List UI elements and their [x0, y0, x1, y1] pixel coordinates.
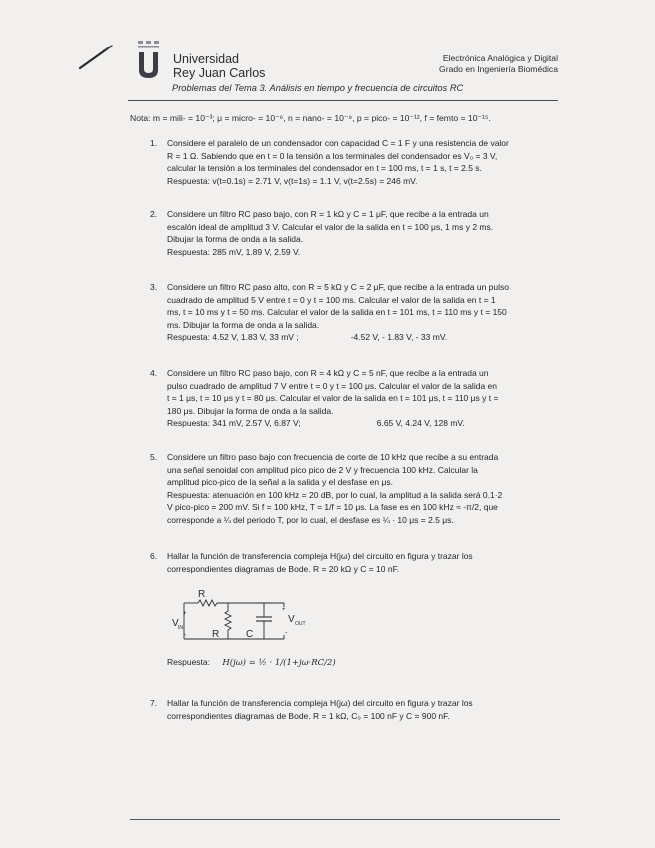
transfer-function-formula: H(jω) = ½ · 1/(1+jω·RC/2): [222, 658, 336, 668]
header-divider: [128, 100, 558, 101]
problem-answer: [167, 417, 547, 430]
problem-line: correspondientes diagramas de Bode. R = 20 kΩ y C = 10 nF.: [167, 563, 400, 574]
answer-part-a: Respuesta: 4.52 V, 1.83 V, 33 mV ;: [167, 332, 299, 342]
course-line-2: Grado en Ingeniería Biomédica: [439, 64, 558, 74]
problem-line: t = 1 μs, t = 10 μs y t = 80 μs. Calcular el valor de la salida en t = 101 μs, t = 110 μs y t =: [167, 393, 499, 403]
label-vout: V: [288, 614, 295, 625]
course-info: [439, 53, 558, 75]
label-vin-sub: IN: [178, 625, 183, 631]
problem-answer: Respuesta: 285 mV, 1.89 V, 2.59 V.: [167, 246, 301, 257]
answer-part-b: -4.52 V, - 1.83 V, - 33 mV.: [350, 332, 448, 342]
university-name: [173, 52, 265, 80]
problem-line: Considere un filtro paso bajo con frecuencia de corte de 10 kHz que recibe a su entrada: [167, 452, 499, 462]
vin-minus: -: [184, 632, 187, 639]
university-line-1: Universidad: [173, 52, 240, 66]
problem-line: Hallar la función de transferencia compleja H(jω) del circuito en figura y trazar los: [167, 698, 473, 708]
label-r-shunt: R: [212, 629, 220, 640]
units-note: Nota: m = mili- = 10⁻³; μ = micro- = 10⁻⁶, n = nano- = 10⁻⁹, p = pico- = 10⁻¹², f = femto = 10⁻¹⁵.: [130, 113, 491, 123]
problem-line: Hallar la función de transferencia compleja H(jω) del circuito en figura y trazar los: [167, 551, 473, 561]
problem-line: ms. Dibujar la forma de onda a la salida.: [167, 319, 320, 330]
problem-line: Considere un filtro RC paso bajo, con R = 4 kΩ y C = 5 nF, que recibe a la entrada un: [167, 368, 489, 378]
vout-minus: -: [285, 630, 288, 637]
university-line-2: Rey Juan Carlos: [173, 66, 266, 80]
label-c: C: [246, 629, 254, 640]
problem-answer: corresponde a ¼ del periodo T, por lo cual, el desfase es ¼ · 10 μs = 2.5 μs.: [167, 514, 454, 525]
course-line-1: Electrónica Analógica y Digital: [442, 53, 558, 63]
problem-line: correspondientes diagramas de Bode. R = 1 kΩ, C₀ = 100 nF y C = 900 nF.: [167, 710, 450, 721]
problem-line: una señal senoidal con amplitud pico pico de 2 V y frecuencia 100 kHz. Calcular la: [167, 464, 478, 475]
problem-number: 4.: [150, 368, 158, 378]
problem-number: 2.: [150, 209, 158, 219]
problem-line: Dibujar la forma de onda a la salida.: [167, 234, 304, 244]
label-r-series: R: [198, 589, 206, 600]
problem-line: R = 1 Ω. Sabiendo que en t = 0 la tensión a los terminales del condensador es V₀ = 3 V,: [167, 150, 498, 161]
footer-divider: [130, 819, 560, 820]
problem-line: 180 μs. Dibujar la forma de onda a la salida.: [167, 405, 334, 416]
problem-number: 1.: [150, 138, 158, 148]
urjc-logo-icon: [134, 40, 164, 80]
answer-label: Respuesta:: [167, 657, 210, 667]
problem-line: escalón ideal de amplitud 3 V. Calcular el valor de la salida en t = 100 μs, 1 ms y 2 ms.: [167, 221, 494, 232]
problem-line: calcular la tensión a los terminales del condensador en t = 100 ms, t = 1 s, t = 2.5 s.: [167, 163, 482, 173]
problem-number: 6.: [150, 551, 158, 561]
problem-answer: Respuesta: v(t=0.1s) = 2.71 V, v(t=1s) = 1.1 V, v(t=2.5s) = 246 mV.: [167, 175, 418, 186]
problem-answer: Respuesta: atenuación en 100 kHz = 20 dB, por lo cual, la amplitud a la salida será 0.1·2: [167, 489, 503, 500]
problem-line: Considere un filtro RC paso bajo, con R = 1 kΩ y C = 1 μF, que recibe a la entrada un: [167, 209, 489, 219]
rc-circuit-diagram: [168, 585, 328, 659]
problem-6-answer: [167, 657, 336, 668]
problem-answer: V pico-pico = 200 mV. Si f = 100 kHz, T = 1/f = 10 μs. La fase es en 100 kHz ≈ -π/2, que: [167, 502, 498, 512]
answer-part-a: Respuesta: 341 mV, 2.57 V, 6.87 V;: [167, 418, 301, 428]
problem-line: Considere un filtro RC paso alto, con R = 5 kΩ y C = 2 μF, que recibe a la entrada un pulso: [167, 282, 509, 292]
problem-number: 7.: [150, 698, 158, 708]
shunt-resistor-symbol: [225, 611, 231, 630]
problem-line: amplitud pico-pico de la señal a la salida y el desfase en μs.: [167, 477, 394, 487]
label-vout-sub: OUT: [295, 621, 306, 627]
problem-number: 3.: [150, 282, 158, 292]
pen-stroke-mark: [78, 44, 114, 70]
vin-plus: +: [183, 611, 187, 617]
problem-line: Considere el paralelo de un condensador con capacidad C = 1 F y una resistencia de valor: [167, 138, 509, 148]
problem-answer: [167, 331, 547, 344]
problem-line: ms, t = 10 ms y t = 50 ms. Calcular el valor de la salida en t = 101 ms, t = 110 ms y t = 150: [167, 307, 507, 317]
label-vin: V: [172, 618, 179, 629]
document-subtitle: Problemas del Tema 3. Análisis en tiempo y frecuencia de circuitos RC: [172, 83, 464, 93]
problem-number: 5.: [150, 452, 158, 462]
problem-line: pulso cuadrado de amplitud 7 V entre t = 0 y t = 100 μs. Calcular el valor de la salida en: [167, 380, 497, 391]
series-resistor-symbol: [198, 600, 217, 606]
vout-plus: +: [282, 607, 286, 613]
problem-line: cuadrado de amplitud 5 V entre t = 0 y t = 100 ms. Calcular el valor de la salida en t = 1: [167, 294, 496, 305]
answer-part-b: 6.65 V, 4.24 V, 128 mV.: [376, 418, 465, 428]
